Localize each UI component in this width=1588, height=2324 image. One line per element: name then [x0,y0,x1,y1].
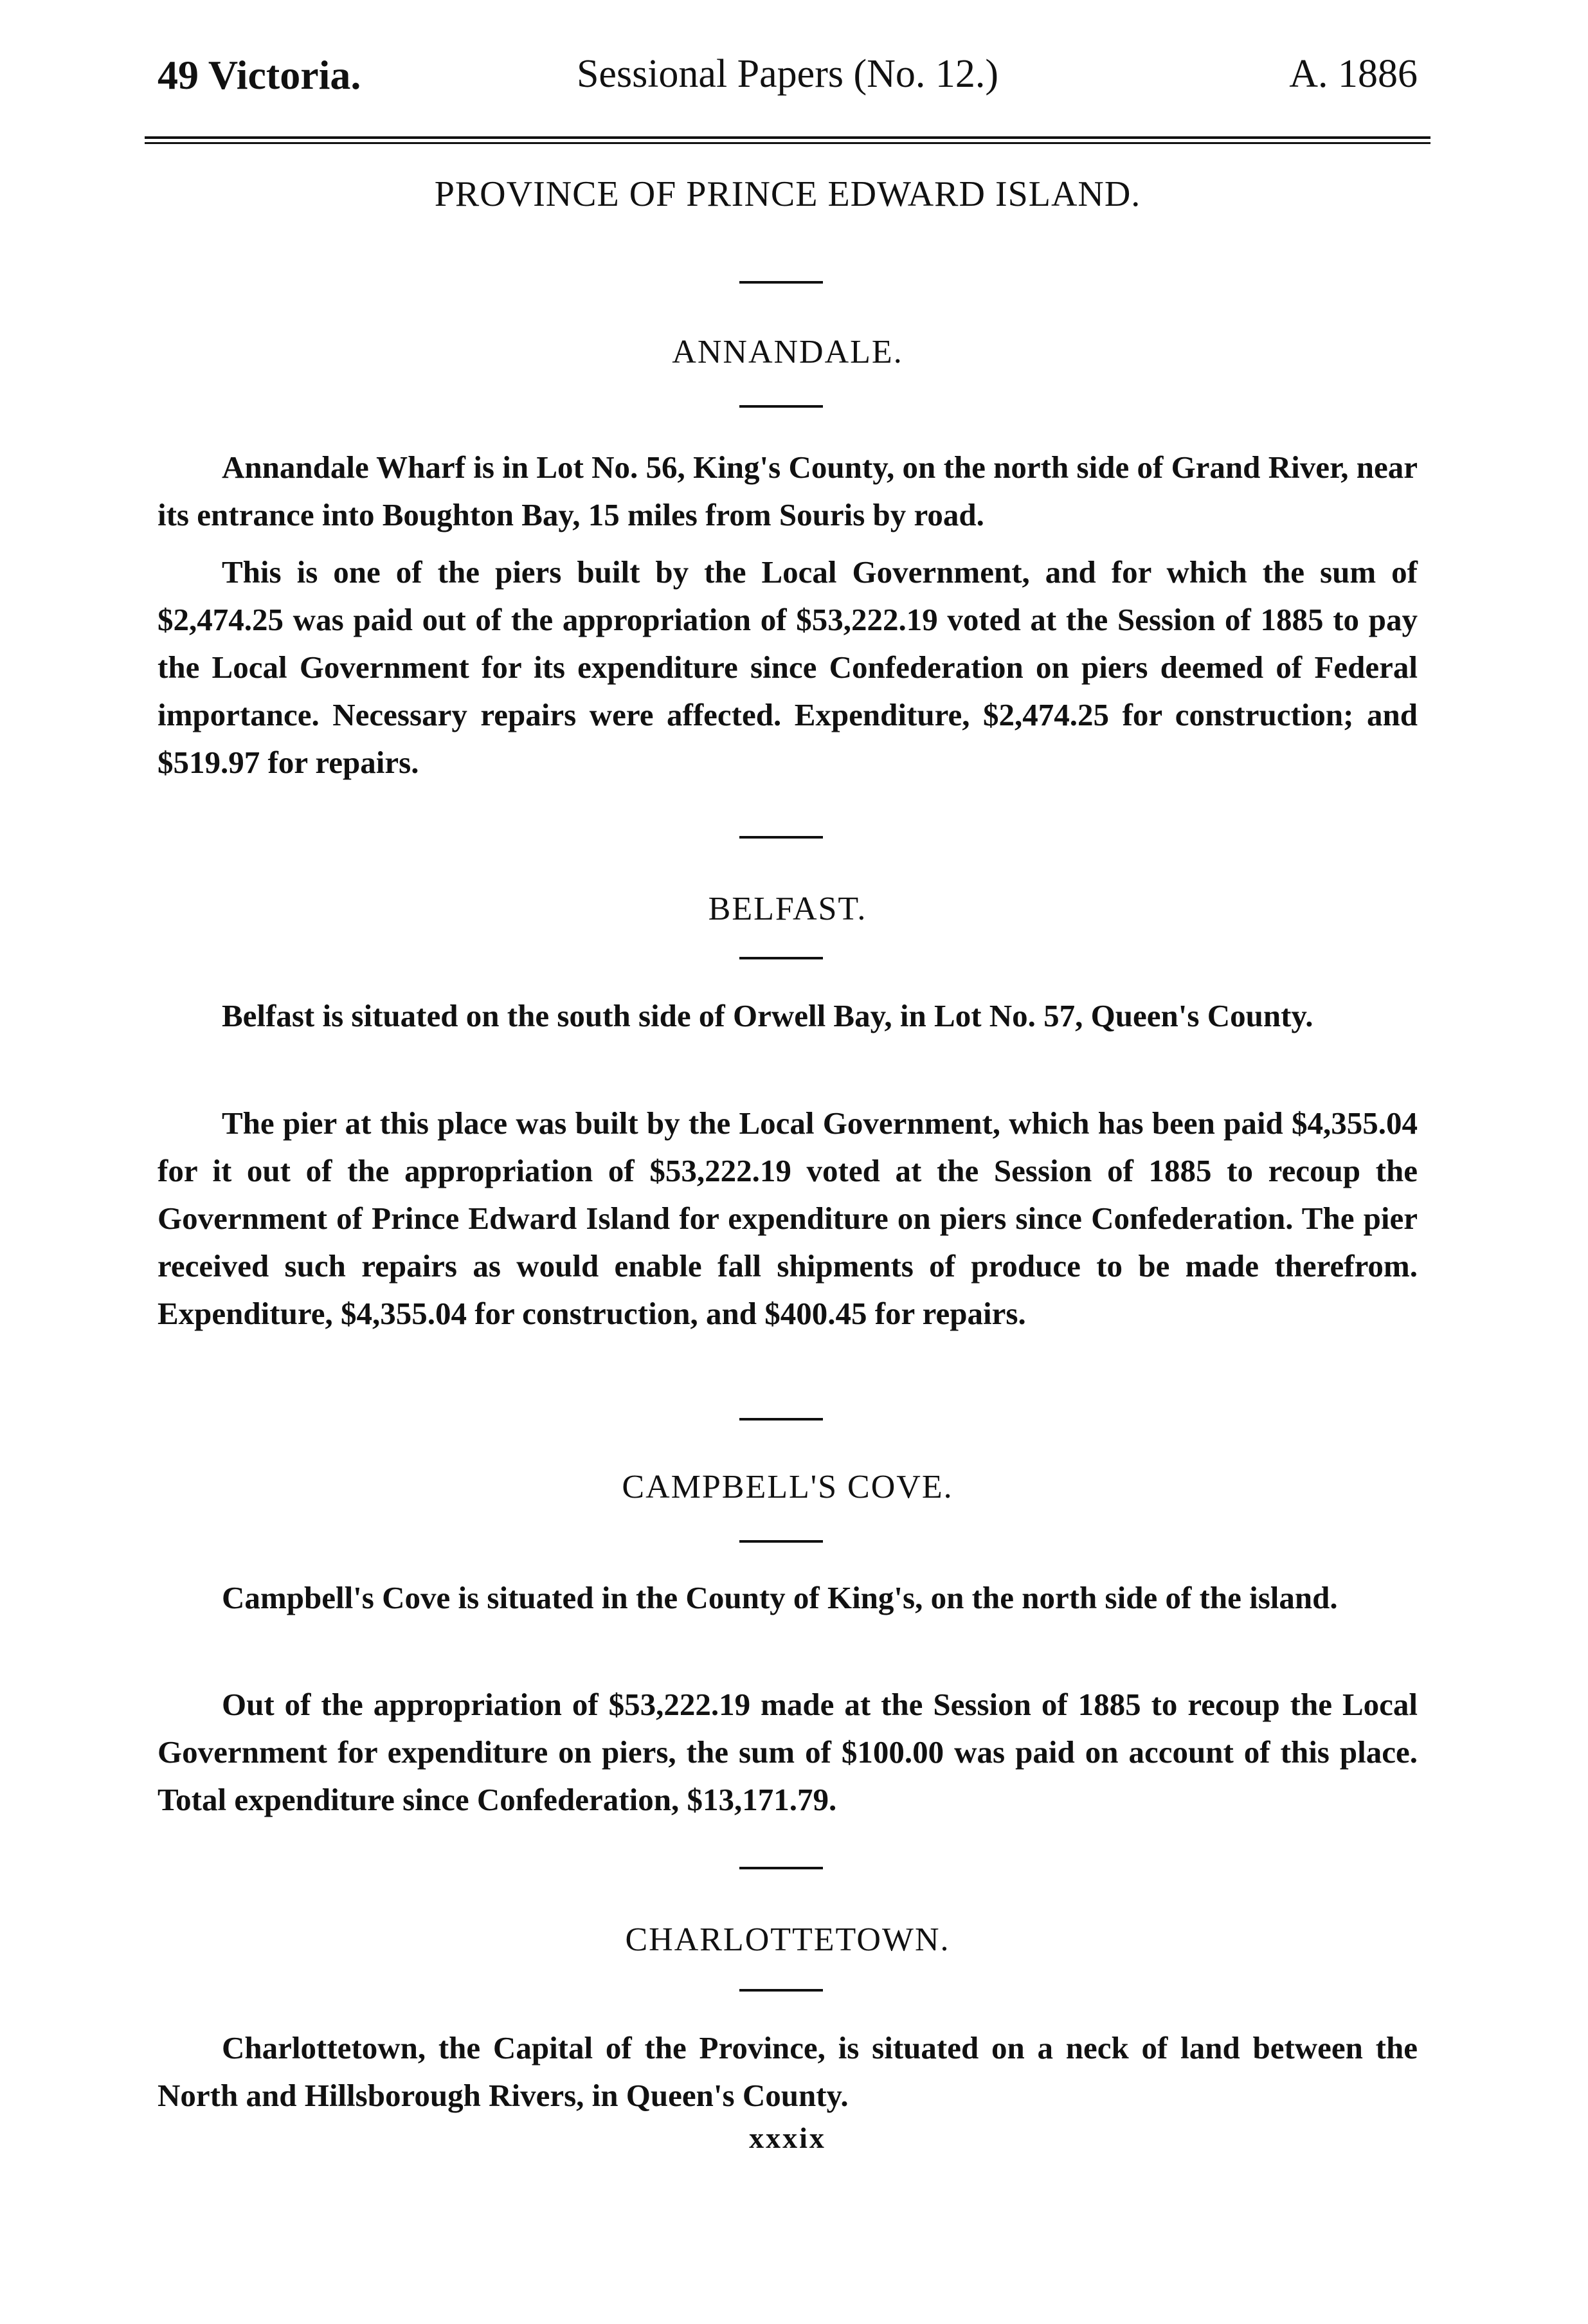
title-underline [739,1989,823,1992]
section-divider [739,836,823,839]
running-head-series: A. 1886 [1289,52,1418,96]
title-underline [739,405,823,408]
paragraph-belfast-expenditure: The pier at this place was built by the Local Government, which has been paid $4,355.04 for it out of the appropriation of $53,222.19 voted at the Session of 1885 to recoup the Government of Prince Edward Island for expenditure on piers since Confederation. The pier received such repairs as would enable fall shipments of produce to be made therefrom. Expenditure, $4,355.04 for construction, and $400.45 for repairs. [158,1105,1418,1331]
paragraph-belfast-location: Belfast is situated on the south side of Orwell Bay, in Lot No. 57, Queen's County. [222,998,1313,1033]
title-underline [739,957,823,959]
section-divider [739,281,823,284]
paragraph-annandale-expenditure: This is one of the piers built by the Local Government, and for which the sum of $2,474.25 was paid out of the appropriation of $53,222.19 voted at the Session of 1885 to pay the Local Government for its expenditure since Confederation on piers deemed of Federal importance. Necessary repairs were affected. Expenditure, $2,474.25 for construction; and $519.97 for repairs. [158,554,1418,780]
header-double-rule [145,136,1430,144]
section-title-campbells-cove: CAMPBELL'S COVE. [622,1469,953,1505]
section-title-belfast: BELFAST. [708,891,867,927]
title-underline [739,1540,823,1543]
paragraph-charlottetown-location: Charlottetown, the Capital of the Province, is situated on a neck of land between the North and Hillsborough Rivers, in Queen's County. [158,2030,1418,2113]
running-head-title: Sessional Papers (No. 12.) [576,52,999,96]
paragraph-campbells-cove-location: Campbell's Cove is situated in the County of King's, on the north side of the island. [222,1580,1338,1615]
paragraph-campbells-cove-expenditure: Out of the appropriation of $53,222.19 made at the Session of 1885 to recoup the Local Government for expenditure on piers, the sum of $100.00 was paid on account of this place. Total expenditure since Confederation, $13,171.79. [158,1687,1418,1817]
section-divider [739,1867,823,1869]
page-folio: xxxix [749,2121,826,2154]
section-divider [739,1418,823,1421]
section-title-annandale: ANNANDALE. [672,334,903,370]
paragraph-annandale-location: Annandale Wharf is in Lot No. 56, King's County, on the north side of Grand River, near its entrance into Boughton Bay, 15 miles from Souris by road. [158,449,1418,532]
running-head [158,51,1418,103]
running-head-regnal-year: 49 Victoria. [158,52,361,98]
section-title-charlottetown: CHARLOTTETOWN. [625,1921,950,1958]
province-title: PROVINCE OF PRINCE EDWARD ISLAND. [434,174,1141,214]
